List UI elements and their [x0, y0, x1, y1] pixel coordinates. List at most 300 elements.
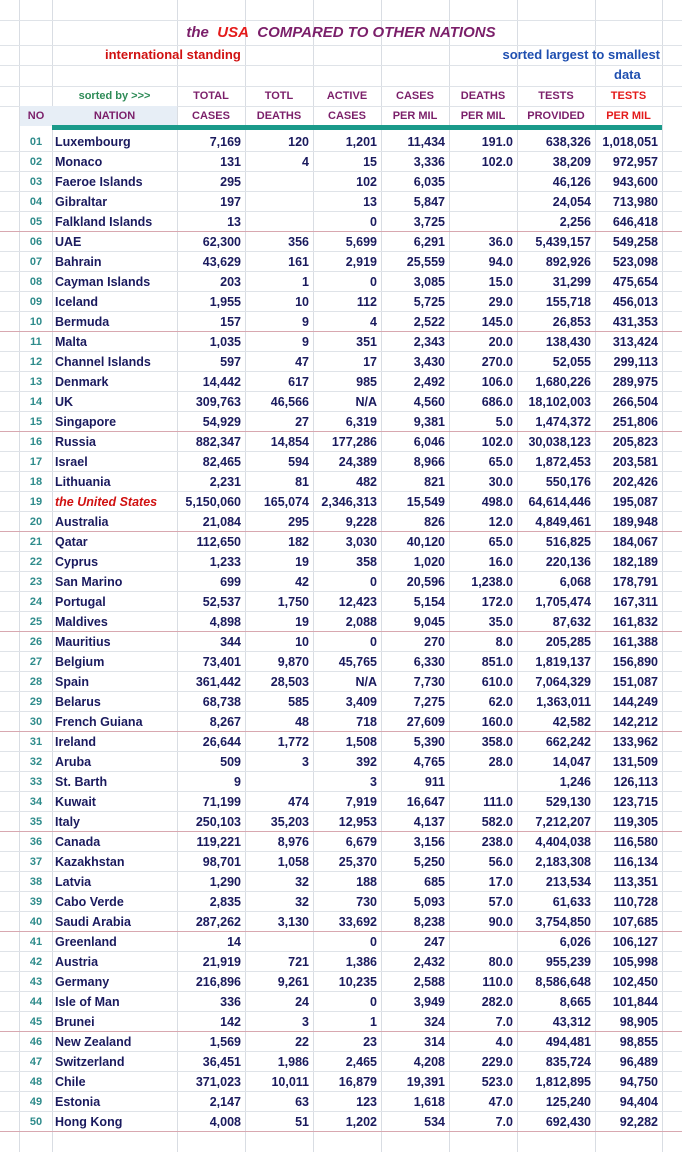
table-row	[0, 152, 682, 172]
row-number: 19	[29, 496, 43, 508]
total-cases: 216,896	[195, 975, 241, 989]
total-cases: 131	[220, 155, 241, 169]
tests-provided: 1,680,226	[535, 375, 591, 389]
tests-provided: 3,754,850	[535, 915, 591, 929]
tests-provided: 516,825	[545, 535, 591, 549]
total-deaths: 1,772	[277, 735, 309, 749]
header-row-top	[0, 86, 682, 106]
deaths-per-mil: 172.0	[481, 595, 513, 609]
total-deaths: 19	[295, 555, 309, 569]
row-number: 27	[29, 656, 43, 668]
active-cases: 16,879	[338, 1075, 377, 1089]
cases-per-mil: 5,390	[413, 735, 445, 749]
nation-name: Isle of Man	[55, 995, 120, 1009]
tests-per-mil: 523,098	[612, 255, 658, 269]
cases-per-mil: 19,391	[406, 1075, 445, 1089]
header-tests-per-mil: PER MIL	[606, 110, 651, 122]
cases-per-mil: 4,208	[413, 1055, 445, 1069]
row-number: 30	[29, 716, 43, 728]
row-number: 33	[29, 776, 43, 788]
tests-provided: 662,242	[545, 735, 591, 749]
row-number: 18	[29, 476, 43, 488]
deaths-per-mil	[449, 212, 517, 232]
deaths-per-mil: 358.0	[481, 735, 513, 749]
tests-per-mil: 96,489	[619, 1055, 658, 1069]
nation-name: Austria	[55, 955, 99, 969]
total-deaths: 63	[295, 1095, 309, 1109]
cases-per-mil: 4,560	[413, 395, 445, 409]
tests-per-mil: 151,087	[612, 675, 658, 689]
tests-provided: 14,047	[552, 755, 591, 769]
nation-name: French Guiana	[55, 715, 143, 729]
tests-per-mil: 943,600	[612, 175, 658, 189]
active-cases: 33,692	[338, 915, 377, 929]
tests-provided: 1,474,372	[535, 415, 591, 429]
row-number: 01	[29, 136, 43, 148]
total-cases: 2,835	[209, 895, 241, 909]
active-cases: 12,953	[338, 815, 377, 829]
tests-provided: 6,068	[559, 575, 591, 589]
total-deaths: 47	[295, 355, 309, 369]
table-row	[0, 692, 682, 712]
deaths-per-mil: 16.0	[488, 555, 513, 569]
table-row	[0, 212, 682, 232]
cases-per-mil: 3,336	[413, 155, 445, 169]
table-row	[0, 512, 682, 532]
nation-name: Greenland	[55, 935, 117, 949]
active-cases: 13	[363, 195, 377, 209]
cases-per-mil: 8,966	[413, 455, 445, 469]
table-row	[0, 772, 682, 792]
nation-name: UAE	[55, 235, 82, 249]
table-row	[0, 912, 682, 932]
deaths-per-mil: 582.0	[481, 815, 513, 829]
total-cases: 21,084	[202, 515, 241, 529]
nation-name: Switzerland	[55, 1055, 125, 1069]
nation-name: Kazakhstan	[55, 855, 125, 869]
grid-line	[0, 65, 682, 66]
sorted-by-label: sorted by >>>	[78, 90, 151, 102]
table-row	[0, 492, 682, 512]
active-cases: 1	[370, 1015, 377, 1029]
nation-name: Iceland	[55, 295, 99, 309]
tests-per-mil: 102,450	[612, 975, 658, 989]
row-number: 32	[29, 756, 43, 768]
table-row	[0, 872, 682, 892]
total-deaths: 81	[295, 475, 309, 489]
row-number: 12	[29, 356, 43, 368]
table-row	[0, 752, 682, 772]
nation-name: Cayman Islands	[55, 275, 151, 289]
cases-per-mil: 6,046	[413, 435, 445, 449]
active-cases: 0	[370, 635, 377, 649]
deaths-per-mil: 36.0	[488, 235, 513, 249]
table-row	[0, 1012, 682, 1032]
tests-provided: 5,439,157	[535, 235, 591, 249]
deaths-per-mil: 110.0	[482, 975, 513, 989]
total-cases: 361,442	[195, 675, 241, 689]
active-cases: 25,370	[338, 855, 377, 869]
nation-name: Gibraltar	[55, 195, 108, 209]
deaths-per-mil: 57.0	[488, 895, 513, 909]
table-row	[0, 592, 682, 612]
tests-provided: 205,285	[545, 635, 591, 649]
header-tests: TESTS	[538, 90, 574, 102]
total-cases: 71,199	[202, 795, 241, 809]
cases-per-mil: 3,949	[413, 995, 445, 1009]
cases-per-mil: 4,765	[413, 755, 445, 769]
row-number: 40	[29, 916, 43, 928]
total-cases: 1,290	[209, 875, 241, 889]
table-row	[0, 332, 682, 352]
cases-per-mil: 826	[424, 515, 445, 529]
header-cases: CASES	[396, 90, 434, 102]
row-number: 05	[29, 216, 43, 228]
cases-per-mil: 27,609	[406, 715, 445, 729]
tests-per-mil: 549,258	[612, 235, 658, 249]
tests-provided: 7,064,329	[535, 675, 591, 689]
deaths-per-mil: 7.0	[495, 1115, 513, 1129]
total-cases: 1,955	[209, 295, 241, 309]
header-total-cases: CASES	[192, 110, 230, 122]
cases-per-mil: 685	[424, 875, 445, 889]
nation-name: Falkland Islands	[55, 215, 153, 229]
total-cases: 26,644	[202, 735, 241, 749]
total-cases: 68,738	[202, 695, 241, 709]
table-row	[0, 132, 682, 152]
table-row	[0, 632, 682, 652]
tests-provided: 2,183,308	[535, 855, 591, 869]
deaths-per-mil: 282.0	[481, 995, 513, 1009]
cases-per-mil: 821	[424, 475, 445, 489]
total-deaths: 10	[295, 295, 309, 309]
tests-provided: 31,299	[552, 275, 591, 289]
tests-provided: 955,239	[545, 955, 591, 969]
row-number: 46	[29, 1036, 43, 1048]
active-cases: N/A	[355, 395, 377, 409]
total-deaths: 8,976	[277, 835, 309, 849]
total-deaths: 9	[302, 335, 309, 349]
table-row	[0, 252, 682, 272]
nation-name: Kuwait	[55, 795, 96, 809]
tests-per-mil: 289,975	[612, 375, 658, 389]
total-cases: 5,150,060	[185, 495, 241, 509]
row-number: 37	[29, 856, 43, 868]
table-row	[0, 992, 682, 1012]
cases-per-mil: 2,432	[413, 955, 445, 969]
header-nation: NATION	[93, 110, 136, 122]
total-deaths: 27	[295, 415, 309, 429]
nation-name: the United States	[55, 495, 158, 509]
tests-provided: 220,136	[545, 555, 591, 569]
cases-per-mil: 6,035	[413, 175, 445, 189]
total-deaths: 46,566	[270, 395, 309, 409]
row-number: 09	[29, 296, 43, 308]
nation-name: Canada	[55, 835, 101, 849]
active-cases: 0	[370, 995, 377, 1009]
total-cases: 344	[220, 635, 241, 649]
tests-per-mil: 106,127	[612, 935, 658, 949]
row-number: 23	[29, 576, 43, 588]
tests-provided: 1,872,453	[535, 455, 591, 469]
header-tests-provided: PROVIDED	[527, 110, 585, 122]
tests-provided: 26,853	[552, 315, 591, 329]
subtitle-right-data: data	[614, 67, 641, 82]
deaths-per-mil: 102.0	[481, 155, 513, 169]
cases-per-mil: 3,085	[413, 275, 445, 289]
tests-per-mil: 131,509	[612, 755, 658, 769]
active-cases: 0	[370, 275, 377, 289]
deaths-per-mil: 94.0	[488, 255, 513, 269]
total-deaths: 3,130	[277, 915, 309, 929]
tests-provided: 638,326	[545, 135, 591, 149]
total-cases: 2,231	[209, 475, 241, 489]
total-deaths: 24	[295, 995, 309, 1009]
deaths-per-mil: 106.0	[481, 375, 513, 389]
header-active: ACTIVE	[326, 90, 368, 102]
active-cases: 7,919	[345, 795, 377, 809]
total-cases: 1,569	[209, 1035, 241, 1049]
tests-per-mil: 167,311	[613, 595, 658, 609]
active-cases: 3,030	[345, 535, 377, 549]
deaths-per-mil: 851.0	[481, 655, 513, 669]
cases-per-mil: 5,093	[413, 895, 445, 909]
active-cases: 0	[370, 575, 377, 589]
cases-per-mil: 3,156	[413, 835, 445, 849]
cases-per-mil: 3,725	[413, 215, 445, 229]
tests-per-mil: 182,189	[612, 555, 658, 569]
page-title	[0, 24, 682, 41]
deaths-per-mil: 62.0	[488, 695, 513, 709]
total-deaths	[245, 932, 313, 952]
total-cases: 371,023	[195, 1075, 241, 1089]
tests-per-mil: 144,249	[612, 695, 658, 709]
tests-per-mil: 116,134	[613, 855, 658, 869]
tests-provided: 692,430	[545, 1115, 591, 1129]
total-deaths	[245, 192, 313, 212]
tests-per-mil: 94,750	[619, 1075, 658, 1089]
total-cases: 21,919	[202, 955, 241, 969]
total-deaths	[245, 212, 313, 232]
active-cases: 45,765	[338, 655, 377, 669]
tests-provided: 494,481	[545, 1035, 591, 1049]
tests-provided: 61,633	[552, 895, 591, 909]
total-deaths: 1,750	[277, 595, 309, 609]
total-cases: 1,233	[209, 555, 241, 569]
row-number: 16	[29, 436, 43, 448]
nation-name: Monaco	[55, 155, 103, 169]
cases-per-mil: 2,343	[413, 335, 445, 349]
tests-per-mil: 126,113	[613, 775, 658, 789]
total-cases: 336	[220, 995, 241, 1009]
total-cases: 203	[220, 275, 241, 289]
active-cases: 2,465	[345, 1055, 377, 1069]
tests-provided: 125,240	[545, 1095, 591, 1109]
total-deaths: 14,854	[270, 435, 309, 449]
cases-per-mil: 534	[424, 1115, 445, 1129]
total-cases: 52,537	[202, 595, 241, 609]
total-deaths: 356	[288, 235, 309, 249]
header-cases-per-mil: PER MIL	[392, 110, 438, 122]
header-no: NO	[27, 110, 45, 122]
tests-provided: 52,055	[552, 355, 591, 369]
nation-name: Cyprus	[55, 555, 99, 569]
table-row	[0, 892, 682, 912]
nation-name: San Marino	[55, 575, 123, 589]
active-cases: 24,389	[338, 455, 377, 469]
row-number: 43	[29, 976, 43, 988]
nation-name: Ireland	[55, 735, 96, 749]
total-deaths: 32	[295, 875, 309, 889]
row-number: 22	[29, 556, 43, 568]
nation-name: Singapore	[55, 415, 117, 429]
total-cases: 2,147	[209, 1095, 241, 1109]
cases-per-mil: 4,137	[413, 815, 445, 829]
total-cases: 4,008	[209, 1115, 241, 1129]
nation-name: Mauritius	[55, 635, 111, 649]
tests-provided: 529,130	[545, 795, 591, 809]
nation-name: Brunei	[55, 1015, 95, 1029]
nation-name: Russia	[55, 435, 96, 449]
active-cases: 1,508	[345, 735, 377, 749]
deaths-per-mil: 12.0	[488, 515, 513, 529]
tests-per-mil: 1,018,051	[602, 135, 658, 149]
cases-per-mil: 6,330	[413, 655, 445, 669]
active-cases: 177,286	[331, 435, 377, 449]
deaths-per-mil: 28.0	[488, 755, 513, 769]
table-row	[0, 452, 682, 472]
deaths-per-mil: 35.0	[488, 615, 513, 629]
nation-name: UK	[55, 395, 74, 409]
table-row	[0, 552, 682, 572]
tests-provided: 1,705,474	[535, 595, 591, 609]
deaths-per-mil: 145.0	[481, 315, 513, 329]
active-cases: 188	[356, 875, 377, 889]
table-row	[0, 1112, 682, 1132]
total-cases: 62,300	[202, 235, 241, 249]
cases-per-mil: 270	[424, 635, 445, 649]
row-number: 48	[29, 1076, 43, 1088]
total-deaths: 22	[295, 1035, 309, 1049]
total-deaths: 9,870	[277, 655, 309, 669]
active-cases: 12,423	[338, 595, 377, 609]
nation-name: Hong Kong	[55, 1115, 123, 1129]
deaths-per-mil: 90.0	[488, 915, 513, 929]
cases-per-mil: 16,647	[406, 795, 445, 809]
row-number: 15	[29, 416, 43, 428]
total-cases: 1,035	[209, 335, 241, 349]
table-row	[0, 272, 682, 292]
nation-name: Maldives	[55, 615, 108, 629]
row-number: 34	[29, 796, 43, 808]
subtitle-left: international standing	[105, 47, 241, 62]
total-deaths: 48	[295, 715, 309, 729]
total-deaths: 9,261	[277, 975, 309, 989]
tests-per-mil: 107,685	[612, 915, 658, 929]
tests-provided: 155,718	[545, 295, 591, 309]
total-cases: 882,347	[195, 435, 241, 449]
table-row	[0, 232, 682, 252]
active-cases: 6,319	[345, 415, 377, 429]
row-number: 03	[29, 176, 43, 188]
nation-name: Luxembourg	[55, 135, 131, 149]
active-cases: 5,699	[345, 235, 377, 249]
tests-per-mil: 119,305	[613, 815, 658, 829]
header-tests-2: TESTS	[610, 90, 647, 102]
tests-per-mil: 189,948	[612, 515, 658, 529]
tests-provided: 18,102,003	[528, 395, 591, 409]
active-cases: 0	[370, 215, 377, 229]
row-number: 26	[29, 636, 43, 648]
subtitle-right: sorted largest to smallest	[502, 47, 660, 62]
active-cases: 15	[363, 155, 377, 169]
deaths-per-mil: 498.0	[481, 495, 513, 509]
cases-per-mil: 247	[424, 935, 445, 949]
total-cases: 4,898	[209, 615, 241, 629]
nation-name: St. Barth	[55, 775, 108, 789]
active-cases: 17	[363, 355, 377, 369]
active-cases: 392	[356, 755, 377, 769]
tests-per-mil: 92,282	[619, 1115, 658, 1129]
cases-per-mil: 5,250	[413, 855, 445, 869]
total-deaths: 617	[288, 375, 309, 389]
tests-per-mil: 161,832	[612, 615, 658, 629]
deaths-per-mil: 686.0	[481, 395, 513, 409]
cases-per-mil: 7,275	[413, 695, 445, 709]
deaths-per-mil: 47.0	[488, 1095, 513, 1109]
nation-name: Latvia	[55, 875, 92, 889]
tests-provided: 213,534	[545, 875, 591, 889]
total-cases: 8,267	[209, 715, 241, 729]
total-deaths: 1,986	[277, 1055, 309, 1069]
tests-provided: 4,404,038	[535, 835, 591, 849]
total-deaths: 35,203	[270, 815, 309, 829]
title-usa: USA	[217, 24, 249, 41]
active-cases: 123	[356, 1095, 377, 1109]
deaths-per-mil: 65.0	[488, 535, 513, 549]
cases-per-mil: 8,238	[413, 915, 445, 929]
total-cases: 197	[220, 195, 241, 209]
total-cases: 509	[220, 755, 241, 769]
total-cases: 7,169	[209, 135, 241, 149]
total-deaths: 4	[302, 155, 309, 169]
row-number: 41	[29, 936, 43, 948]
tests-provided: 1,363,011	[536, 695, 591, 709]
tests-per-mil: 123,715	[612, 795, 658, 809]
total-cases: 597	[220, 355, 241, 369]
row-number: 31	[29, 736, 43, 748]
header-totl: TOTL	[264, 90, 294, 102]
cases-per-mil: 20,596	[406, 575, 445, 589]
tests-per-mil: 205,823	[612, 435, 658, 449]
active-cases: 2,919	[345, 255, 377, 269]
row-number: 39	[29, 896, 43, 908]
header-deaths: DEATHS	[460, 90, 506, 102]
row-number: 21	[29, 536, 43, 548]
deaths-per-mil: 191.0	[481, 135, 513, 149]
deaths-per-mil: 160.0	[481, 715, 513, 729]
tests-provided: 4,849,461	[535, 515, 591, 529]
tests-provided: 38,209	[552, 155, 591, 169]
nation-name: Israel	[55, 455, 88, 469]
table-row	[0, 312, 682, 332]
header-active-cases: CASES	[328, 110, 366, 122]
total-deaths: 1	[302, 275, 309, 289]
tests-provided: 8,586,648	[535, 975, 591, 989]
cases-per-mil: 40,120	[406, 535, 445, 549]
cases-per-mil: 3,430	[413, 355, 445, 369]
tests-per-mil: 113,351	[613, 875, 658, 889]
